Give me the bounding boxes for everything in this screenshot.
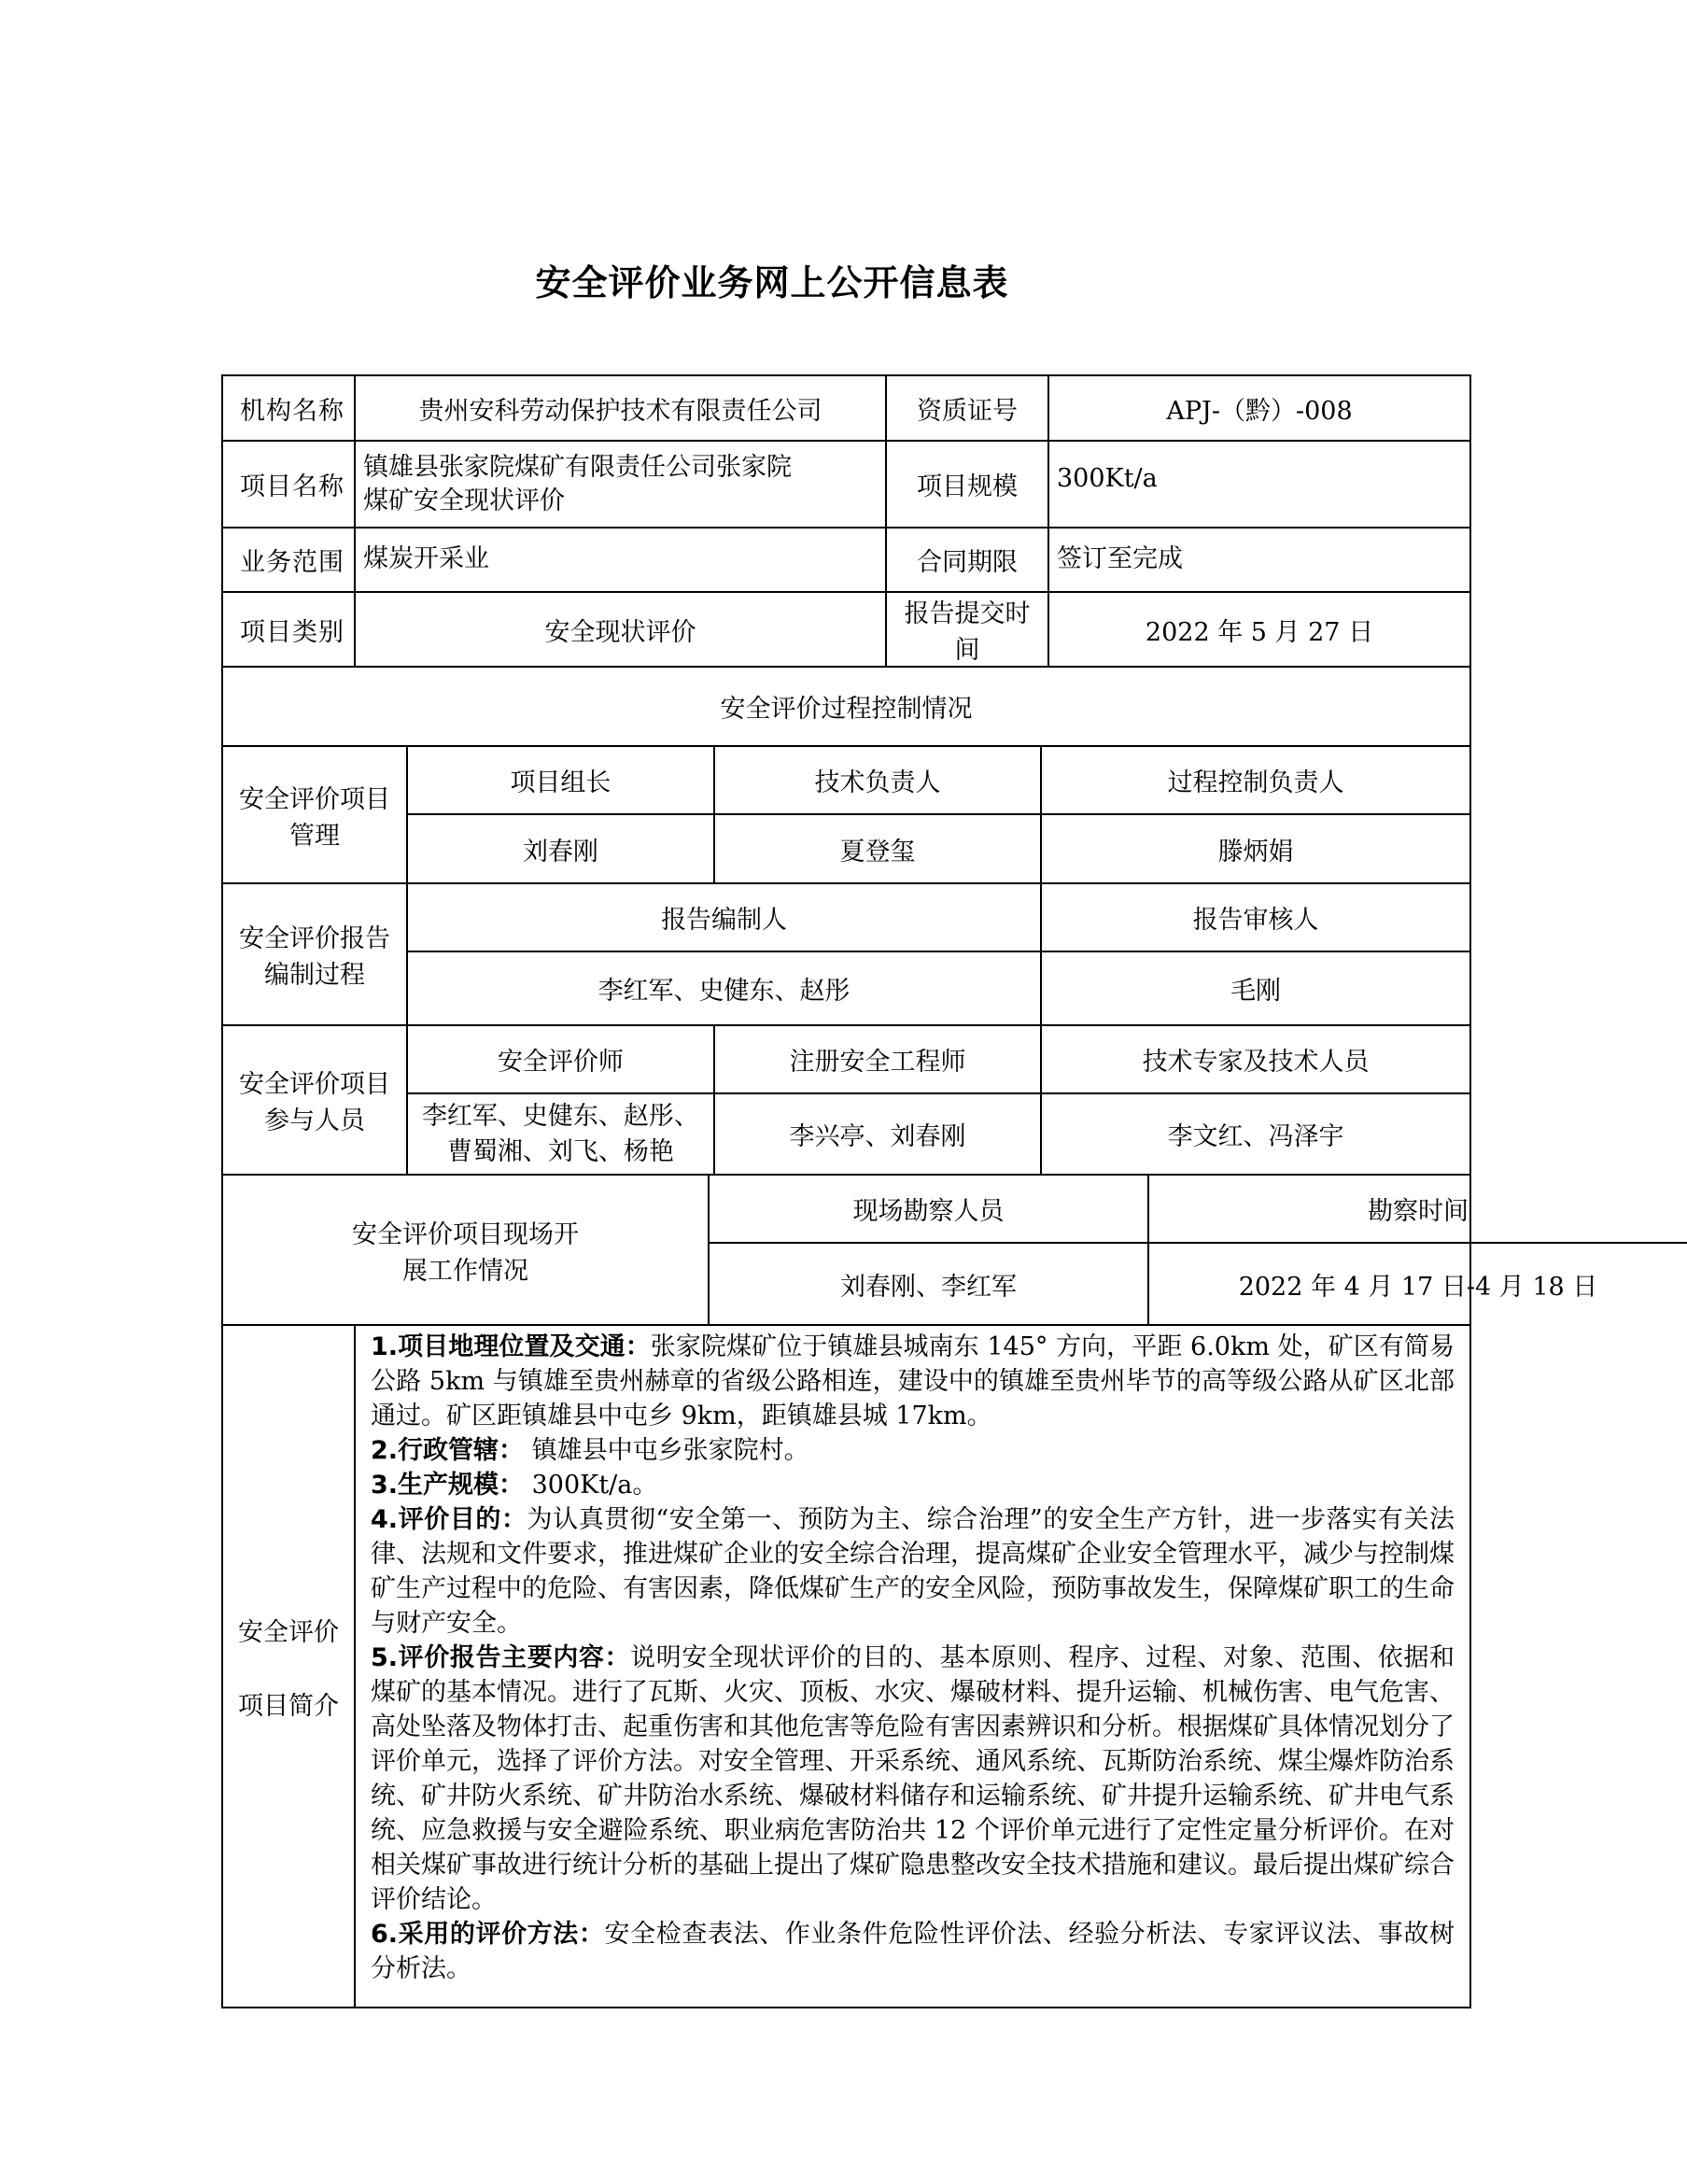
category-label: 项目类别 [222, 592, 355, 667]
cert-value: APJ-（黔）-008 [1048, 375, 1470, 441]
org-label: 机构名称 [222, 375, 355, 441]
participants-value-engineer: 李兴亭、刘春刚 [714, 1093, 1041, 1174]
intro-item [371, 1502, 1455, 1641]
category-value: 安全现状评价 [355, 592, 886, 667]
intro-item-head: 6.采用的评价方法： [371, 1920, 605, 1949]
project-value-line2: 煤矿安全现状评价 [363, 486, 565, 515]
intro-item-head: 1.项目地理位置及交通： [371, 1332, 651, 1361]
intro-item [371, 1433, 1455, 1468]
report-label-line1: 安全评价报告 [239, 924, 390, 953]
management-label-line2: 管理 [289, 821, 340, 851]
report-label [222, 883, 407, 1025]
submit-value: 2022 年 5 月 27 日 [1048, 592, 1470, 667]
participants-label-line1: 安全评价项目 [239, 1070, 390, 1099]
participants-value-evaluator-line1: 李红军、史健东、赵彤、 [421, 1101, 699, 1131]
report-header-reviewer: 报告审核人 [1041, 884, 1469, 951]
onsite-label-line2: 展工作情况 [402, 1256, 528, 1286]
intro-item-head: 5.评价报告主要内容： [371, 1643, 631, 1672]
intro-item-head: 4.评价目的： [371, 1505, 527, 1534]
participants-value-experts: 李文红、冯泽宇 [1041, 1093, 1469, 1174]
intro-item-text: 300Kt/a。 [524, 1471, 658, 1500]
management-header-tech: 技术负责人 [714, 747, 1041, 814]
row-project [222, 441, 1470, 528]
row-process-header [222, 667, 1470, 746]
page-title: 安全评价业务网上公开信息表 [535, 262, 1009, 303]
report-header-author: 报告编制人 [408, 884, 1041, 951]
report-value-author: 李红军、史健东、赵彤 [408, 951, 1041, 1024]
onsite-grid [709, 1175, 1598, 1325]
report-label-line2: 编制过程 [264, 961, 365, 990]
intro-item-text: 张家院煤矿位于镇雄县城南东 145° 方向，平距 6.0km 处，矿区有简易公路 5km 与镇雄至贵州赫章的省级公路相连，建设中的镇雄至贵州毕节的高等级公路从矿区北部通过。矿区距镇雄县中屯乡 9km，距镇雄县城 17km。 [371, 1332, 1455, 1430]
report-grid [407, 883, 1470, 1025]
intro-item-head: 3.生产规模： [371, 1471, 525, 1500]
row-participants [222, 1025, 1470, 1175]
row-category [222, 592, 1470, 667]
participants-label-line2: 参与人员 [264, 1106, 365, 1135]
participants-value-evaluator-line2: 曹蜀湘、刘飞、杨艳 [446, 1136, 674, 1166]
management-value-tech: 夏登玺 [714, 814, 1041, 882]
contract-label: 合同期限 [886, 528, 1048, 592]
intro-item [371, 1468, 1455, 1502]
participants-header-experts: 技术专家及技术人员 [1041, 1026, 1469, 1093]
management-header-control: 过程控制负责人 [1041, 747, 1469, 814]
intro-label-line2: 项目简介 [238, 1691, 339, 1721]
org-value: 贵州安科劳动保护技术有限责任公司 [355, 375, 886, 441]
management-header-leader: 项目组长 [408, 747, 714, 814]
intro-item-text: 镇雄县中屯乡张家院村。 [524, 1436, 809, 1465]
intro-label-line1: 安全评价 [238, 1617, 339, 1647]
management-value-leader: 刘春刚 [408, 814, 714, 882]
management-label [222, 746, 407, 883]
scope-value: 煤炭开采业 [355, 528, 886, 592]
process-header: 安全评价过程控制情况 [222, 667, 1470, 746]
onsite-label-line1: 安全评价项目现场开 [352, 1219, 579, 1249]
scale-label: 项目规模 [886, 441, 1048, 528]
scale-value: 300Kt/a [1048, 441, 1470, 528]
row-org [222, 375, 1470, 441]
participants-value-evaluator [408, 1093, 714, 1174]
row-intro [222, 1325, 1470, 2008]
intro-item [371, 1330, 1455, 1433]
onsite-value-staff: 刘春刚、李红军 [710, 1243, 1148, 1324]
project-value-line1: 镇雄县张家院煤矿有限责任公司张家院 [363, 452, 792, 482]
participants-header-engineer: 注册安全工程师 [714, 1026, 1041, 1093]
management-label-line1: 安全评价项目 [239, 784, 390, 814]
row-report [222, 883, 1470, 1025]
scope-label: 业务范围 [222, 528, 355, 592]
onsite-header-time: 勘察时间 [1148, 1176, 1687, 1243]
onsite-header-staff: 现场勘察人员 [710, 1176, 1148, 1243]
intro-item-text: 为认真贯彻“安全第一、预防为主、综合治理”的安全生产方针，进一步落实有关法律、法规和文件要求，推进煤矿企业的安全综合治理，提高煤矿企业安全管理水平，减少与控制煤矿生产过程中的危险、有害因素，降低煤矿生产的安全风险，预防事故发生，保障煤矿职工的生命与财产安全。 [371, 1505, 1455, 1638]
row-management [222, 746, 1470, 883]
info-table [221, 374, 1598, 2008]
row-scope [222, 528, 1470, 592]
participants-label [222, 1025, 407, 1175]
row-onsite [222, 1175, 1470, 1325]
project-value [355, 441, 886, 528]
participants-header-evaluator: 安全评价师 [408, 1026, 714, 1093]
submit-label: 报告提交时间 [886, 592, 1048, 667]
contract-value: 签订至完成 [1048, 528, 1470, 592]
report-value-reviewer: 毛刚 [1041, 951, 1469, 1024]
intro-label [222, 1325, 355, 2008]
intro-content [355, 1325, 1470, 2008]
intro-item-text: 说明安全现状评价的目的、基本原则、程序、过程、对象、范围、依据和煤矿的基本情况。进行了瓦斯、火灾、顶板、水灾、爆破材料、提升运输、机械伤害、电气危害、高处坠落及物体打击、起重伤害和其他危害等危险有害因素辨识和分析。根据煤矿具体情况划分了评价单元，选择了评价方法。对安全管理、开采系统、通风系统、瓦斯防治系统、煤尘爆炸防治系统、矿井防火系统、矿井防治水系统、爆破材料储存和运输系统、矿井提升运输系统、矿井电气系统、应急救援与安全避险系统、职业病危害防治共 12 个评价单元进行了定性定量分析评价。在对相关煤矿事故进行统计分析的基础上提出了煤矿隐患整改安全技术措施和建议。最后提出煤矿综合评价结论。 [371, 1643, 1455, 1914]
onsite-label [222, 1175, 709, 1325]
cert-label: 资质证号 [886, 375, 1048, 441]
participants-grid [407, 1025, 1470, 1175]
intro-item-head: 2.行政管辖： [371, 1436, 525, 1465]
intro-item [371, 1917, 1455, 1986]
project-label: 项目名称 [222, 441, 355, 528]
onsite-value-time: 2022 年 4 月 17 日-4 月 18 日 [1148, 1243, 1687, 1324]
management-grid [407, 746, 1470, 883]
intro-item-text: 安全检查表法、作业条件危险性评价法、经验分析法、专家评议法、事故树分析法。 [371, 1920, 1455, 1983]
management-value-control: 滕炳娟 [1041, 814, 1469, 882]
intro-item [371, 1641, 1455, 1917]
